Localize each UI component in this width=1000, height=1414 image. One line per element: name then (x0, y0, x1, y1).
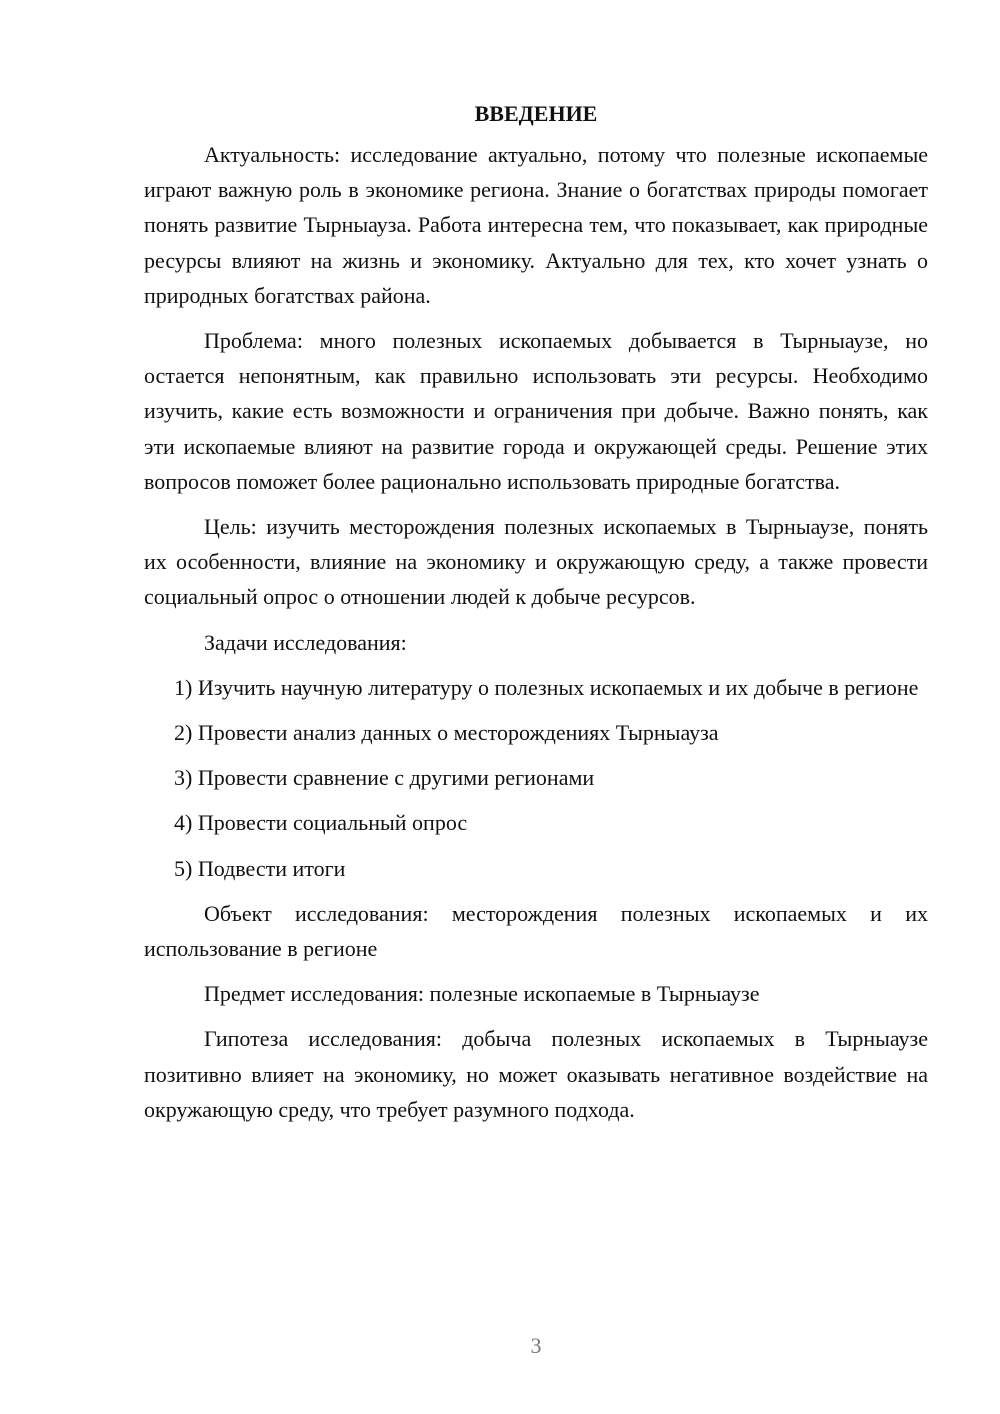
page-title: ВВЕДЕНИЕ (474, 101, 598, 126)
list-item-task-2: 2) Провести анализ данных о месторождениях Тырныауза (174, 720, 719, 746)
page-number: 3 (530, 1333, 542, 1358)
paragraph-problem: Проблема: много полезных ископаемых добывается в Тырныаузе, но остается непонятным, как правильно использовать эти ресурсы. Необходимо изучить, какие есть возможности и ограничения при добыче. Важно понять, как эти ископаемые влияют на развитие города и окружающей среды. Решение этих вопросов поможет более рационально использовать природные богатства. (144, 328, 928, 494)
tasks-heading: Задачи исследования: (204, 629, 407, 655)
page-number-container (0, 1333, 1000, 1359)
paragraph-subject: Предмет исследования: полезные ископаемые в Тырныаузе (204, 981, 760, 1007)
page-content (144, 98, 928, 1137)
list-item-task-1: 1) Изучить научную литературу о полезных ископаемых и их добыче в регионе (174, 674, 919, 700)
list-item-task-5: 5) Подвести итоги (174, 855, 346, 881)
list-item-task-4: 4) Провести социальный опрос (174, 810, 468, 836)
paragraph-hypothesis: Гипотеза исследования: добыча полезных ископаемых в Тырныаузе позитивно влияет на экономику, но может оказывать негативное воздействие на окружающую среду, что требует разумного подхода. (144, 1026, 928, 1122)
paragraph-goal: Цель: изучить месторождения полезных ископаемых в Тырныаузе, понять их особенности, влияние на экономику и окружающую среду, а также провести социальный опрос о отношении людей к добыче ресурсов. (144, 514, 928, 610)
list-item-task-3: 3) Провести сравнение с другими регионами (174, 765, 595, 791)
paragraph-object: Объект исследования: месторождения полезных ископаемых и их использование в регионе (144, 900, 928, 962)
paragraph-relevance: Актуальность: исследование актуально, потому что полезные ископаемые играют важную роль в экономике региона. Знание о богатствах природы помогает понять развитие Тырныауза. Работа интересна тем, что показывает, как природные ресурсы влияют на жизнь и экономику. Актуально для тех, кто хочет узнать о природных богатствах района. (144, 142, 928, 308)
